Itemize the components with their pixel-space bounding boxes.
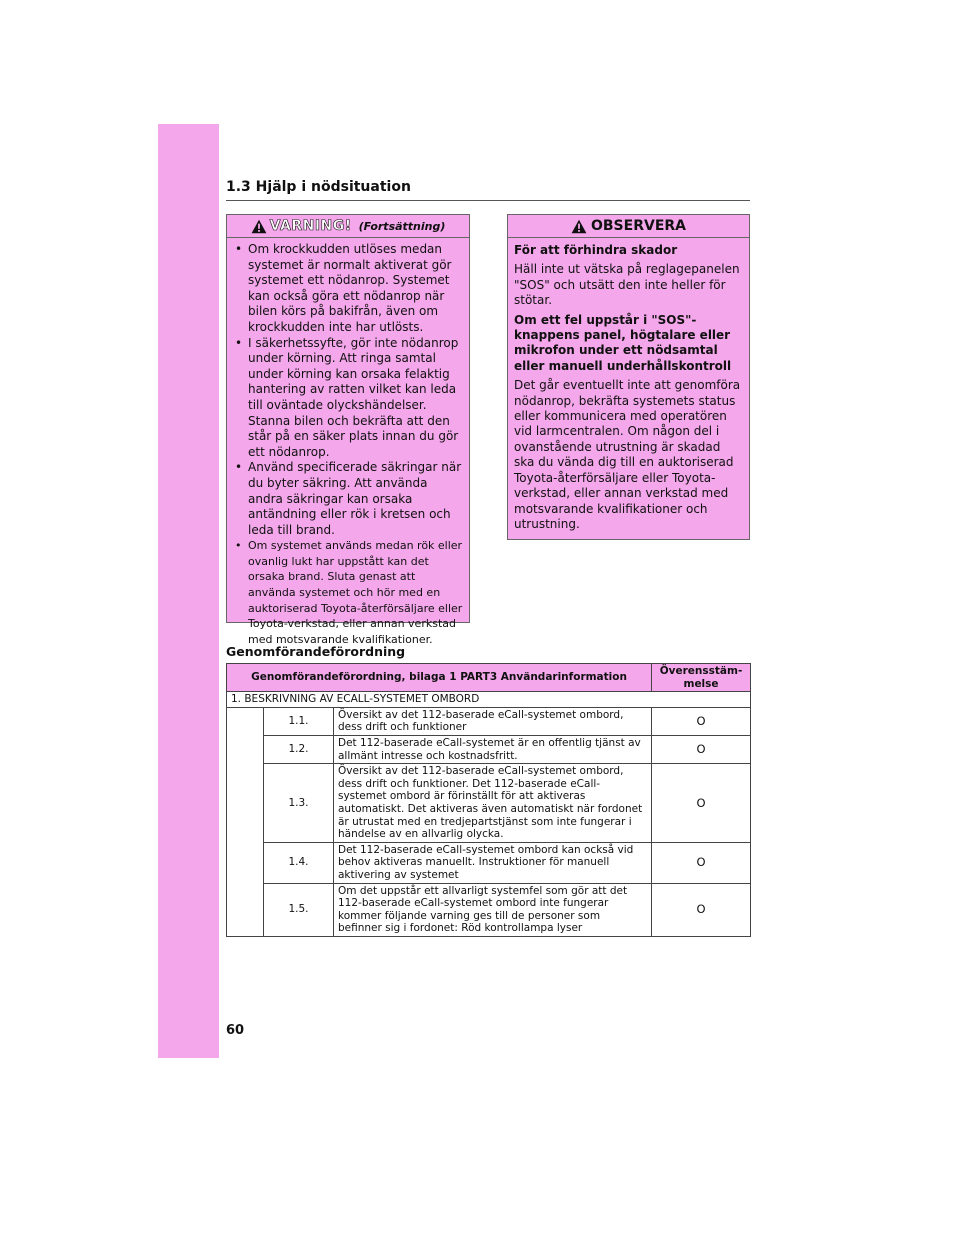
section-divider [226, 200, 750, 201]
table-row [227, 883, 751, 936]
table-cell-mark: O [652, 707, 751, 735]
table-cell-text: Om det uppstår ett allvarligt systemfel som gör att det 112-baserade eCall-systemet ombord inte fungerar kommer följande varning ges till de personer som befinner sig i fordonet: Röd kontrollampa lyser [334, 883, 652, 936]
regulation-title: Genomförandeförordning [226, 644, 406, 659]
warning-item: • Om systemet används medan rök eller ovanlig lukt har uppstått kan det orsaka brand. Sluta genast att använda systemet och hör med en auktoriserad Toyota-återförsäljare eller Toyota-verkstad, eller annan verkstad med motsvarande kvalifikationer. [233, 538, 463, 647]
table-cell-number: 1.1. [264, 707, 334, 735]
warning-header [227, 215, 469, 238]
section-title: 1.3 Hjälp i nödsituation [226, 179, 411, 195]
table-header-main: Genomförandeförordning, bilaga 1 PART3 Användarinformation [227, 664, 652, 692]
table-section-label: 1. BESKRIVNING AV ECALL-SYSTEMET OMBORD [227, 692, 751, 708]
table-row [227, 707, 751, 735]
table-cell-mark: O [652, 842, 751, 883]
notice-body [508, 238, 749, 532]
table-row [227, 764, 751, 843]
warning-item: • I säkerhetssyfte, gör inte nödanrop under körning. Att ringa samtal under körning kan orsaka felaktig hantering av ratten vilket kan leda till oväntade olyckshändelser. Stanna bilen och bekräfta att den står på en säker plats innan du gör ett nödanrop. [233, 336, 463, 461]
table-cell-text: Det 112-baserade eCall-systemet är en offentlig tjänst av allmänt intresse och kostnadsfritt. [334, 735, 652, 763]
notice-paragraph: Det går eventuellt inte att genomföra nödanrop, bekräfta systemets status eller kommunicera med operatören vid larmcentralen. Om någon del i ovanstående utrustning är skadad ska du vända dig till en auktoriserad Toyota-återförsäljare eller Toyota-verkstad, eller annan verkstad med motsvarande kvalifikationer och utrustning. [514, 378, 741, 531]
warning-item: • Om krockkudden utlöses medan systemet är normalt aktiverat gör systemet ett nödanrop. Systemet kan också göra ett nödanrop när bilen körs på bakifrån, även om krockkudden inte har utlösts. [233, 242, 463, 336]
table-header-row [227, 664, 751, 692]
notice-heading: För att förhindra skador [514, 243, 678, 257]
table-cell-number: 1.5. [264, 883, 334, 936]
table-cell-text: Det 112-baserade eCall-systemet ombord kan också vid behov aktiveras manuellt. Instruktioner för manuell aktivering av systemet [334, 842, 652, 883]
table-header-conformity: Överensstäm-melse [652, 664, 751, 692]
notice-paragraph: Häll inte ut vätska på reglagepanelen "SOS" och utsätt den inte heller för stötar. [514, 262, 740, 308]
table-row [227, 735, 751, 763]
warning-list [227, 242, 469, 647]
table-cell-mark: O [652, 883, 751, 936]
warning-triangle-icon [571, 219, 587, 234]
table-cell-number: 1.2. [264, 735, 334, 763]
notice-heading: Om ett fel uppstår i "SOS"-knappens panel, högtalare eller mikrofon under ett nödsamtal eller manuell underhållskontroll [514, 312, 732, 373]
table-cell-mark: O [652, 735, 751, 763]
table-cell-number: 1.4. [264, 842, 334, 883]
table-cell-text: Översikt av det 112-baserade eCall-systemet ombord, dess drift och funktioner. Det 112-baserade eCall-systemet ombord är förinställt för att aktiveras automatiskt. Det aktiveras även automatiskt när fordonet är utrustat med en tredjepartstjänst som inte fungerar i händelse av en allvarlig olycka. [334, 764, 652, 843]
table-indent-cell [227, 707, 264, 936]
notice-header [508, 215, 749, 238]
table-row [227, 842, 751, 883]
table-cell-mark: O [652, 764, 751, 843]
warning-box [226, 214, 470, 646]
table-cell-number: 1.3. [264, 764, 334, 843]
regulation-table [226, 663, 751, 937]
table-section-row [227, 692, 751, 708]
warning-title: VARNING! [269, 218, 352, 234]
warning-triangle-icon [251, 219, 267, 234]
warning-continued-label: (Fortsättning) [358, 219, 446, 233]
warning-item: • Använd specificerade säkringar när du byter säkring. Att använda andra säkringar kan orsaka antändning eller rök i kretsen och leda till brand. [233, 460, 463, 538]
chapter-tab-strip [158, 124, 219, 1058]
notice-box [507, 214, 750, 540]
notice-title: OBSERVERA [590, 218, 686, 234]
page-number: 60 [226, 1023, 245, 1038]
table-cell-text: Översikt av det 112-baserade eCall-systemet ombord, dess drift och funktioner [334, 707, 652, 735]
